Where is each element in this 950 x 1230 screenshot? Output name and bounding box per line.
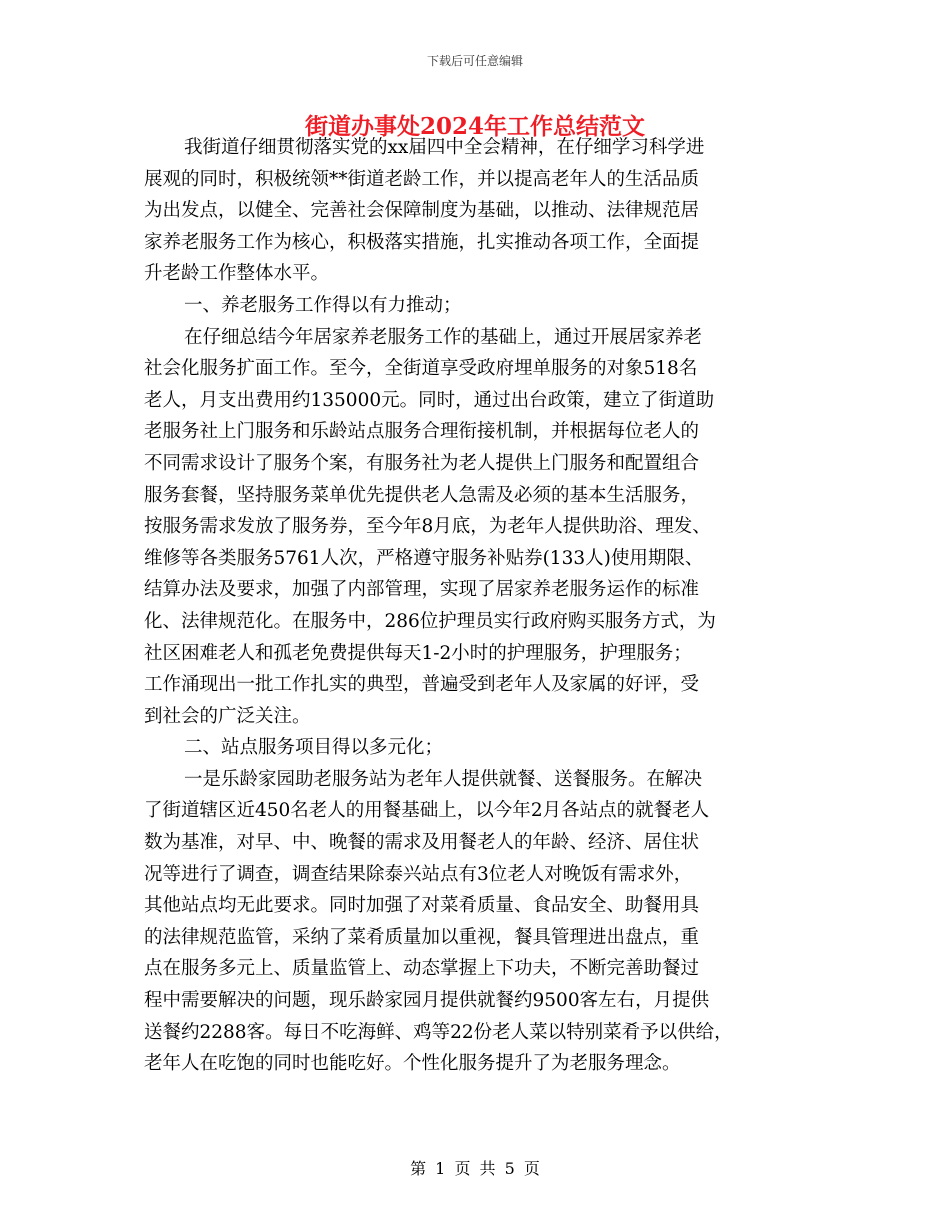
document-title: 街道办事处2024年工作总结范文 [304,113,645,140]
paragraph-line: 结算办法及要求，加强了内部管理，实现了居家养老服务运作的标准 [144,579,700,601]
paragraph-line: 程中需要解决的问题，现乐龄家园月提供就餐约9500客左右，月提供 [144,990,710,1012]
page-number-footer: 第 1 页 共 5 页 [410,1159,540,1178]
paragraph-line: 工作涌现出一批工作扎实的典型，普遍受到老年人及家属的好评，受 [144,674,700,696]
paragraph-line: 一是乐龄家园助老服务站为老年人提供就餐、送餐服务。在解决 [184,768,703,790]
paragraph-line: 我街道仔细贯彻落实党的xx届四中全会精神，在仔细学习科学进 [184,137,705,158]
paragraph-line: 点在服务多元上、质量监管上、动态掌握上下功夫，不断完善助餐过 [144,958,700,980]
paragraph-line: 送餐约2288客。每日不吃海鲜、鸡等22份老人菜以特别菜肴予以供给， [144,1021,733,1043]
paragraph-line: 为出发点，以健全、完善社会保障制度为基础，以推动、法律规范居 [144,200,700,222]
paragraph-line: 数为基准，对早、中、晚餐的需求及用餐老人的年龄、经济、居住状 [144,832,700,854]
paragraph-line: 其他站点均无此要求。同时加强了对菜肴质量、食品安全、助餐用具 [144,895,700,917]
paragraph-line: 一、养老服务工作得以有力推动； [184,294,462,316]
paragraph-line: 维修等各类服务5761人次，严格遵守服务补贴券(133人)使用期限、 [144,547,704,569]
paragraph-line: 老人，月支出费用约135000元。同时，通过出台政策，建立了街道助 [144,389,715,411]
paragraph-line: 的法律规范监管，采纳了菜肴质量加以重视，餐具管理进出盘点，重 [144,926,700,948]
page-header-note: 下载后可任意编辑 [426,54,523,68]
paragraph-line: 社会化服务扩面工作。至今，全街道享受政府埋单服务的对象518名 [144,358,698,380]
paragraph-line: 展观的同时，积极统领**街道老龄工作，并以提高老年人的生活品质 [144,168,700,190]
paragraph-line: 到社会的广泛关注。 [144,705,311,727]
paragraph-line: 社区困难老人和孤老免费提供每天1-2小时的护理服务，护理服务； [144,642,692,664]
paragraph-line: 况等进行了调查，调查结果除泰兴站点有3位老人对晚饭有需求外， [144,863,693,885]
paragraph-line: 老服务社上门服务和乐龄站点服务合理衔接机制，并根据每位老人的 [144,421,700,443]
document-body [144,132,824,1080]
paragraph-line: 服务套餐，坚持服务菜单优先提供老人急需及必须的基本生活服务， [144,484,700,506]
paragraph-line: 了街道辖区近450名老人的用餐基础上，以今年2月各站点的就餐老人 [144,800,710,822]
paragraph-line: 二、站点服务项目得以多元化； [184,737,444,759]
paragraph-line: 不同需求设计了服务个案，有服务社为老人提供上门服务和配置组合 [144,452,700,474]
paragraph-line: 按服务需求发放了服务券，至今年8月底，为老年人提供助浴、理发、 [144,516,711,538]
paragraph-line: 升老龄工作整体水平。 [144,263,330,285]
paragraph-line: 在仔细总结今年居家养老服务工作的基础上，通过开展居家养老 [184,326,703,348]
paragraph-line: 老年人在吃饱的同时也能吃好。个性化服务提升了为老服务理念。 [144,1053,681,1075]
paragraph-line: 家养老服务工作为核心，积极落实措施，扎实推动各项工作，全面提 [144,231,700,253]
paragraph-line: 化、法律规范化。在服务中，286位护理员实行政府购买服务方式，为 [144,610,716,632]
